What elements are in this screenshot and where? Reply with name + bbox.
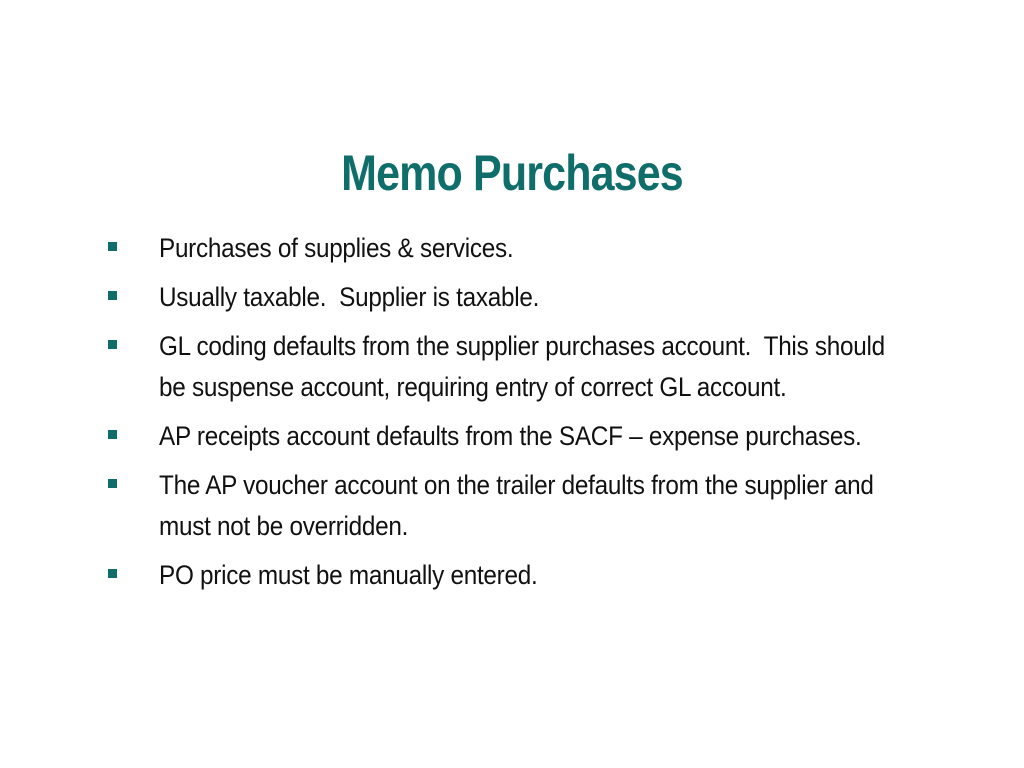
square-bullet-icon	[108, 430, 117, 439]
square-bullet-icon	[108, 569, 117, 578]
bullet-item	[104, 465, 984, 547]
bullet-text: Purchases of supplies & services.	[159, 233, 514, 263]
bullet-text: Usually taxable. Supplier is taxable.	[159, 282, 540, 312]
bullet-item	[104, 555, 984, 596]
bullet-item	[104, 326, 984, 408]
bullet-text: AP receipts account defaults from the SACF – expense purchases.	[159, 421, 862, 451]
bullet-text: The AP voucher account on the trailer defaults from the supplier and must not be overridden.	[159, 470, 881, 541]
bullet-item	[104, 416, 984, 457]
bullet-text: GL coding defaults from the supplier purchases account. This should be suspense account, requiring entry of correct GL account.	[159, 331, 892, 402]
square-bullet-icon	[108, 479, 117, 488]
square-bullet-icon	[108, 291, 117, 300]
bullet-list	[104, 228, 984, 604]
square-bullet-icon	[108, 242, 117, 251]
square-bullet-icon	[108, 340, 117, 349]
bullet-item	[104, 228, 984, 269]
bullet-text: PO price must be manually entered.	[159, 560, 538, 590]
slide-title: Memo Purchases	[341, 145, 683, 201]
bullet-item	[104, 277, 984, 318]
